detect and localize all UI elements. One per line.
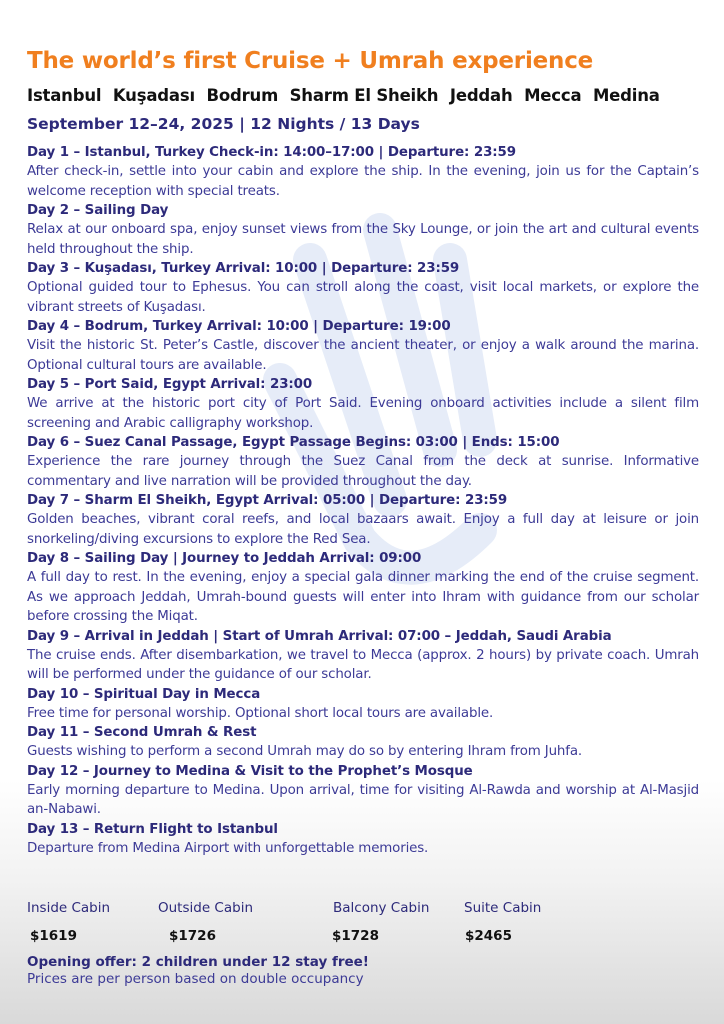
city-istanbul: Istanbul xyxy=(27,86,102,105)
day-item xyxy=(27,201,699,259)
day-heading: Day 9 – Arrival in Jeddah | Start of Umrah Arrival: 07:00 – Jeddah, Saudi Arabia xyxy=(27,628,612,644)
day-description: Optional guided tour to Ephesus. You can stroll along the coast, visit local markets, or explore the vibrant streets of Kuşadası. xyxy=(27,280,699,315)
price-outside: $1726 xyxy=(169,928,216,944)
day-description: The cruise ends. After disembarkation, we travel to Mecca (approx. 2 hours) by private coach. Umrah will be performed under the guidance of our scholar. xyxy=(27,647,699,682)
day-item xyxy=(27,375,699,433)
price-section xyxy=(27,900,699,987)
trip-dates: September 12–24, 2025 | 12 Nights / 13 Days xyxy=(27,115,420,133)
day-description: Visit the historic St. Peter’s Castle, discover the ancient theater, or enjoy a walk around the marina. Optional cultural tours are available. xyxy=(27,338,699,373)
city-bodrum: Bodrum xyxy=(206,86,279,105)
day-item xyxy=(27,820,699,859)
city-medina: Medina xyxy=(592,86,660,105)
city-jeddah: Jeddah xyxy=(449,86,513,105)
city-list xyxy=(27,86,699,105)
day-description: A full day to rest. In the evening, enjoy a special gala dinner marking the end of the cruise segment. As we approach Jeddah, Umrah-bound guests will enter into Ihram with guidance from our scholar before crossing the Miqat. xyxy=(27,570,699,624)
day-heading: Day 4 – Bodrum, Turkey Arrival: 10:00 | Departure: 19:00 xyxy=(27,319,451,334)
day-item xyxy=(27,433,699,491)
day-item xyxy=(27,317,699,375)
cabin-label-balcony: Balcony Cabin xyxy=(333,900,430,916)
price-suite: $2465 xyxy=(465,928,512,944)
main-content xyxy=(27,48,699,858)
day-item xyxy=(27,549,699,627)
city-kusadasi: Kuşadası xyxy=(112,86,195,105)
city-sharm-el-sheikh: Sharm El Sheikh xyxy=(289,86,439,105)
day-heading: Day 8 – Sailing Day | Journey to Jeddah Arrival: 09:00 xyxy=(27,551,422,566)
cabin-label-suite: Suite Cabin xyxy=(464,900,542,916)
day-item xyxy=(27,143,699,201)
day-item xyxy=(27,685,699,724)
day-item xyxy=(27,627,699,685)
pricing-note: Prices are per person based on double occupancy xyxy=(27,971,364,987)
day-description: Guests wishing to perform a second Umrah may do so by entering Ihram from Juhfa. xyxy=(27,744,582,759)
day-description: Relax at our onboard spa, enjoy sunset views from the Sky Lounge, or join the art and cultural events held throughout the ship. xyxy=(27,222,699,257)
day-heading: Day 6 – Suez Canal Passage, Egypt Passage Begins: 03:00 | Ends: 15:00 xyxy=(27,435,560,450)
day-description: Early morning departure to Medina. Upon arrival, time for visiting Al-Rawda and worship at Al-Masjid an-Nabawi. xyxy=(27,782,699,817)
day-description: We arrive at the historic port city of Port Said. Evening onboard activities include a silent film screening and Arabic calligraphy workshop. xyxy=(27,396,699,431)
page-title: The world’s first Cruise + Umrah experience xyxy=(27,48,594,74)
day-item xyxy=(27,491,699,549)
opening-offer: Opening offer: 2 children under 12 stay free! xyxy=(27,954,369,970)
city-mecca: Mecca xyxy=(524,86,582,105)
cabin-label-outside: Outside Cabin xyxy=(158,900,254,916)
day-description: Golden beaches, vibrant coral reefs, and local bazaars await. Enjoy a full day at leisure or join snorkeling/diving excursions to explore the Red Sea. xyxy=(27,512,699,547)
day-heading: Day 7 – Sharm El Sheikh, Egypt Arrival: 05:00 | Departure: 23:59 xyxy=(27,493,508,508)
day-item xyxy=(27,762,699,820)
day-item xyxy=(27,259,699,317)
day-description: Experience the rare journey through the Suez Canal from the deck at sunrise. Informative commentary and live narration will be provided throughout the day. xyxy=(27,454,699,489)
cabin-labels xyxy=(27,900,699,922)
day-heading: Day 12 – Journey to Medina & Visit to the Prophet’s Mosque xyxy=(27,763,473,779)
day-description: After check-in, settle into your cabin and explore the ship. In the evening, join us for the Captain’s welcome reception with special treats. xyxy=(27,164,699,199)
day-heading: Day 2 – Sailing Day xyxy=(27,203,169,218)
day-heading: Day 3 – Kuşadası, Turkey Arrival: 10:00 | Departure: 23:59 xyxy=(27,261,460,276)
price-balcony: $1728 xyxy=(332,928,379,944)
day-heading: Day 11 – Second Umrah & Rest xyxy=(27,725,257,740)
cabin-label-inside: Inside Cabin xyxy=(27,900,111,916)
day-heading: Day 13 – Return Flight to Istanbul xyxy=(27,821,278,837)
day-heading: Day 5 – Port Said, Egypt Arrival: 23:00 xyxy=(27,377,313,392)
day-heading: Day 1 – Istanbul, Turkey Check-in: 14:00–17:00 | Departure: 23:59 xyxy=(27,145,516,160)
cabin-prices xyxy=(27,922,699,944)
day-heading: Day 10 – Spiritual Day in Mecca xyxy=(27,686,261,702)
price-inside: $1619 xyxy=(30,928,77,944)
day-item xyxy=(27,723,699,762)
day-description: Departure from Medina Airport with unforgettable memories. xyxy=(27,840,429,856)
day-description: Free time for personal worship. Optional short local tours are available. xyxy=(27,705,494,721)
